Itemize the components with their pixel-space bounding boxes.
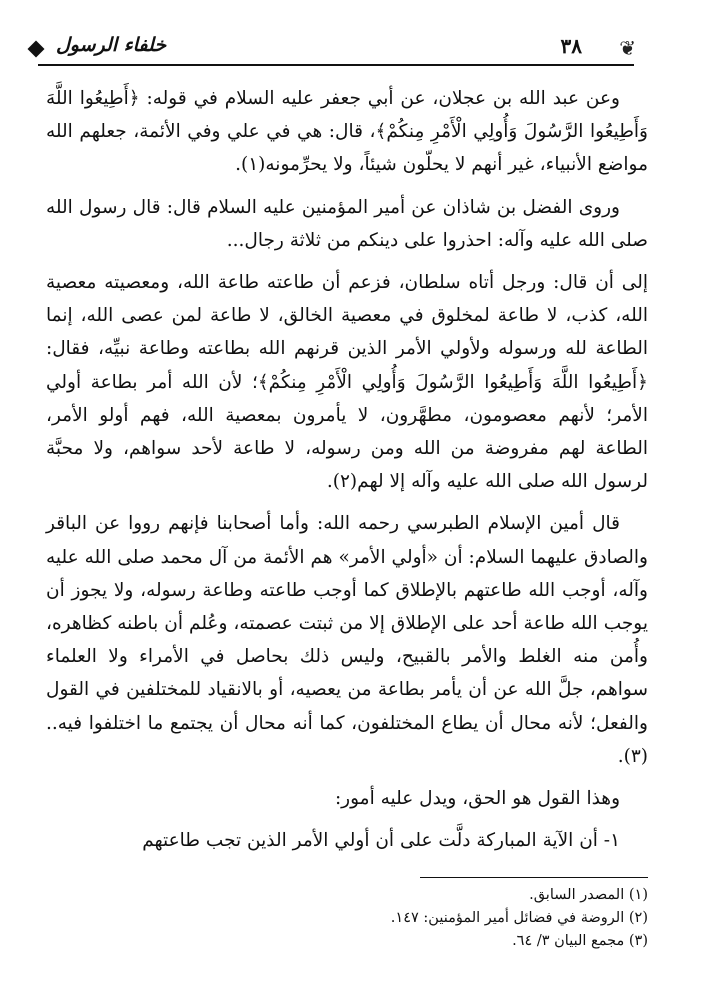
- footnotes: [46, 884, 648, 953]
- paragraph-point-one: ١- أن الآية المباركة دلَّت على أن أولي الأمر الذين تجب طاعتهم: [142, 830, 620, 852]
- running-title: خلفاء الرسول: [56, 34, 167, 56]
- header-rule: [38, 64, 634, 66]
- paragraph-ibn-ajlan: وعن عبد الله بن عجلان، عن أبي جعفر عليه السلام في قوله: ﴿أَطِيعُوا اللَّهَ وَأَطِيعُوا الرَّسُولَ وَأُولِي الْأَمْرِ مِنكُمْ﴾، قال: هي في علي وفي الأئمة، جعلهم الله مواضع الأنبياء، غير أنهم لا يحلّون شيئاً، ولا يحرِّمونه(١).: [46, 88, 648, 176]
- floral-ornament-icon: ❦: [619, 36, 636, 60]
- footnote-separator: [420, 877, 648, 878]
- page-header: [26, 30, 682, 70]
- footnote-2: (٢) الروضة في فضائل أمير المؤمنين: ١٤٧.: [390, 910, 648, 926]
- paragraph-conclusion: وهذا القول هو الحق، ويدل عليه أمور:: [334, 788, 620, 810]
- main-text: [46, 82, 648, 857]
- paragraph-sultan: إلى أن قال: ورجل أتاه سلطان، فزعم أن طاعته طاعة الله، ومعصيته معصية الله، كذب، لا طاعة لمخلوق في معصية الخالق، لا طاعة لمن عصى الله، إنما الطاعة لله ورسوله ولأولي الأمر الذين قرنهم الله بطاعته وطاعة نبيِّه، فقال: ﴿أَطِيعُوا اللَّهَ وَأَطِيعُوا الرَّسُولَ وَأُولِي الْأَمْرِ مِنكُمْ﴾؛ لأن الله أمر بطاعة أولي الأمر؛ لأنهم معصومون، مطهَّرون، لا يأمرون بمعصية الله، فهم أولو الأمر، الطاعة لهم مفروضة من الله ومن رسوله، لا طاعة لأحد سواهم، ولا محبَّة لرسول الله صلى الله عليه وآله إلا لهم(٢).: [46, 272, 648, 493]
- paragraph-fadl-ibn-shadhan: وروى الفضل بن شاذان عن أمير المؤمنين عليه السلام قال: قال رسول الله صلى الله عليه وآله: احذروا على دينكم من ثلاثة رجال...: [46, 196, 648, 251]
- diamond-ornament-icon: [28, 41, 45, 58]
- footnote-1: (١) المصدر السابق.: [529, 887, 648, 903]
- footnote-3: (٣) مجمع البيان ٣/ ٦٤.: [512, 933, 648, 949]
- page-number: ٣٨: [560, 34, 582, 58]
- paragraph-tabarsi: قال أمين الإسلام الطبرسي رحمه الله: وأما أصحابنا فإنهم رووا عن الباقر والصادق عليهما السلام: أن «أولي الأمر» هم الأئمة من آل محمد صلى الله عليه وآله، أوجب الله طاعتهم بالإطلاق كما أوجب طاعته وطاعة رسوله، ولا يجوز أن يوجب الله طاعة أحد على الإطلاق إلا من ثبتت عصمته، وعُلم أن باطنه كظاهره، وأُمن منه الغلط والأمر بالقبيح، وليس ذلك بحاصل في الأمراء ولا العلماء سواهم، جلَّ الله عن أن يأمر بطاعة من يعصيه، أو بالانقياد للمختلفين في القول والفعل؛ لأنه محال أن يطاع المختلفون، كما أنه محال أن يجتمع ما اختلفوا فيه..(٣).: [46, 513, 648, 767]
